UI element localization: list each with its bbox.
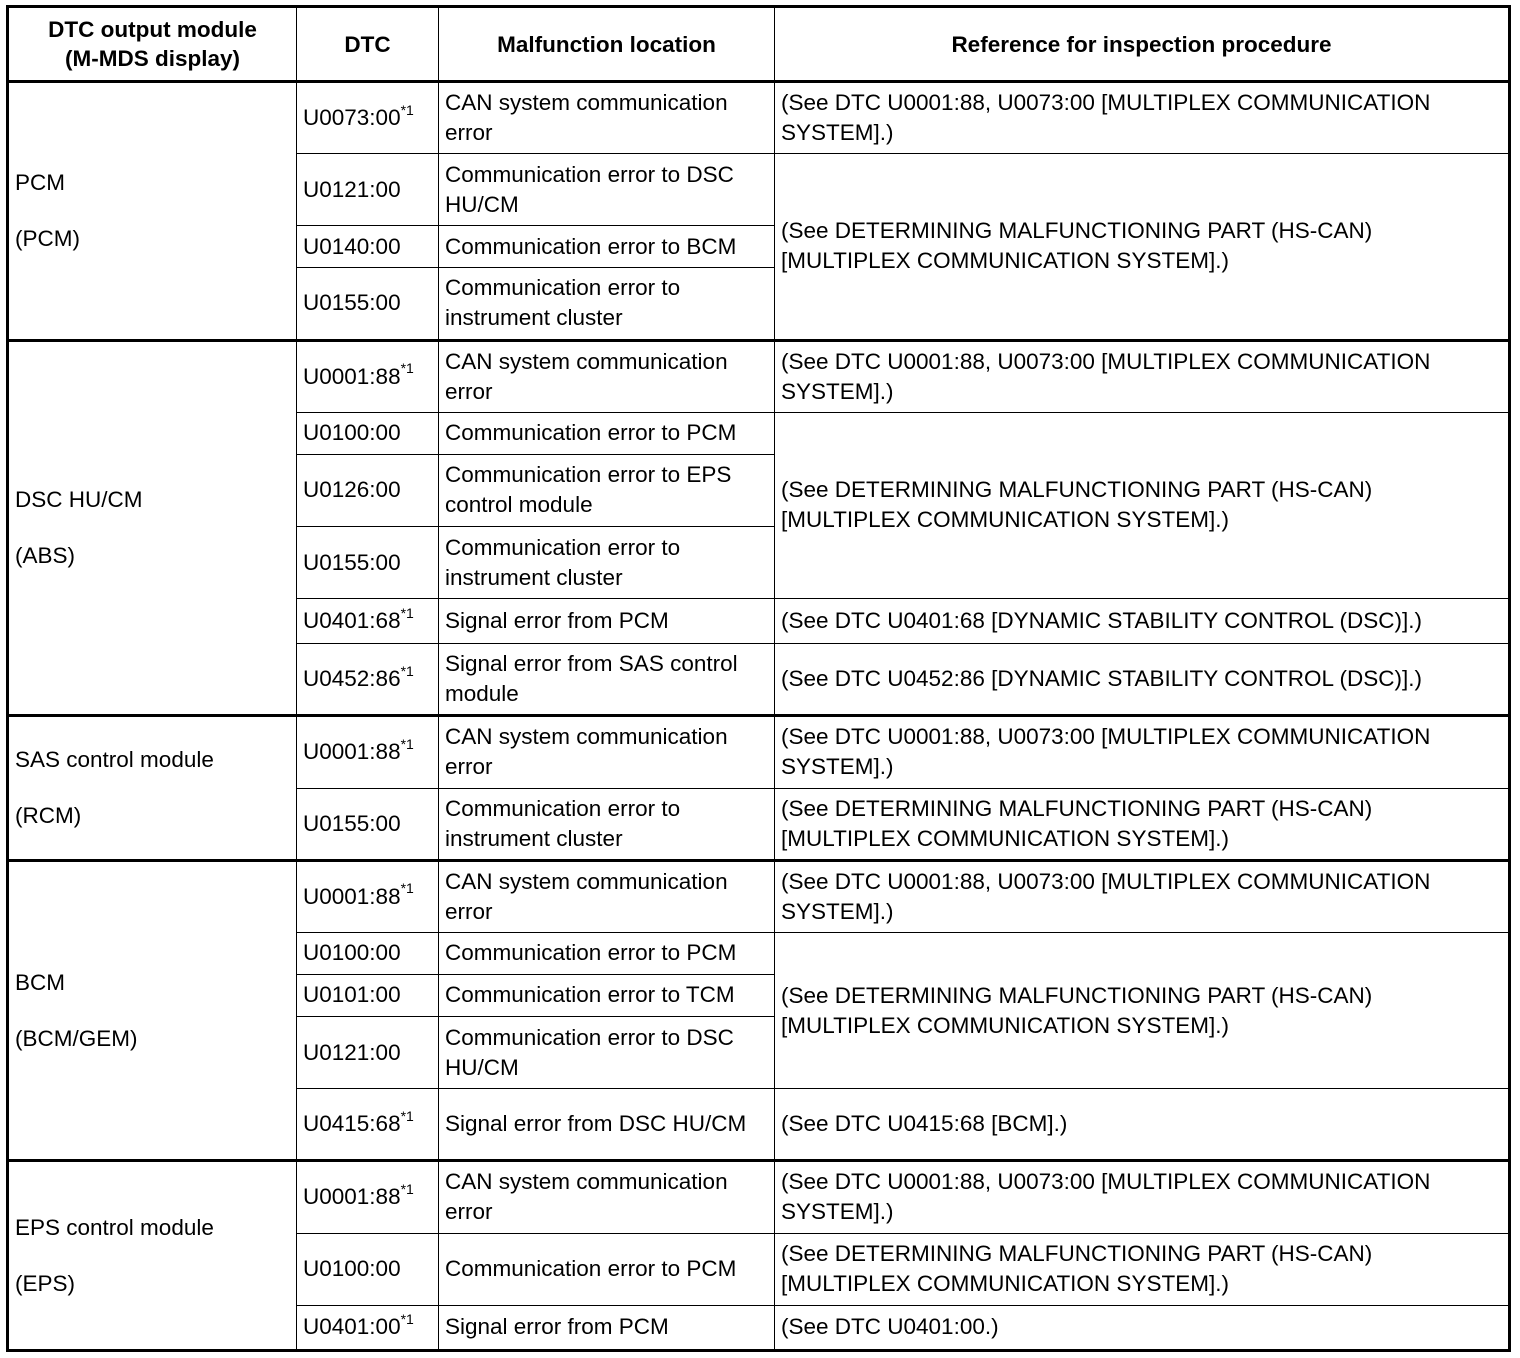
header-location: Malfunction location [439, 7, 775, 82]
malfunction-location: Communication error to instrument cluster [439, 788, 775, 860]
dtc-code: U0100:00 [303, 420, 401, 446]
malfunction-location: Communication error to BCM [439, 226, 775, 268]
module-name: PCM [15, 169, 65, 195]
reference-cell: (See DETERMINING MALFUNCTIONING PART (HS-CAN) [MULTIPLEX COMMUNICATION SYSTEM].) [775, 154, 1510, 340]
dtc-code: U0452:86 [303, 666, 401, 692]
module-cell [8, 1161, 297, 1351]
header-module: DTC output module (M-MDS display) [8, 7, 297, 82]
table-row [8, 340, 1510, 412]
module-cell [8, 860, 297, 1161]
reference-cell: (See DTC U0001:88, U0073:00 [MULTIPLEX COMMUNICATION SYSTEM].) [775, 82, 1510, 154]
malfunction-location: CAN system communication error [439, 82, 775, 154]
reference-cell: (See DTC U0401:68 [DYNAMIC STABILITY CONTROL (DSC)].) [775, 599, 1510, 644]
malfunction-location: Communication error to PCM [439, 932, 775, 974]
dtc-code: U0155:00 [303, 549, 401, 575]
malfunction-location: CAN system communication error [439, 1161, 775, 1233]
table-row [8, 860, 1510, 932]
module-cell [8, 716, 297, 860]
dtc-code-cell [297, 860, 439, 932]
dtc-code-cell [297, 412, 439, 454]
dtc-code: U0155:00 [303, 810, 401, 836]
dtc-code: U0121:00 [303, 176, 401, 202]
header-row [8, 7, 1510, 82]
dtc-code-cell [297, 454, 439, 526]
reference-cell: (See DETERMINING MALFUNCTIONING PART (HS-CAN) [MULTIPLEX COMMUNICATION SYSTEM].) [775, 932, 1510, 1088]
reference-cell: (See DTC U0001:88, U0073:00 [MULTIPLEX COMMUNICATION SYSTEM].) [775, 716, 1510, 788]
dtc-code-cell [297, 1305, 439, 1350]
dtc-code-cell [297, 932, 439, 974]
header-dtc: DTC [297, 7, 439, 82]
footnote-mark: *1 [400, 735, 414, 752]
malfunction-location: CAN system communication error [439, 340, 775, 412]
malfunction-location: Communication error to PCM [439, 412, 775, 454]
malfunction-location: CAN system communication error [439, 860, 775, 932]
reference-cell: (See DETERMINING MALFUNCTIONING PART (HS-CAN) [MULTIPLEX COMMUNICATION SYSTEM].) [775, 412, 1510, 598]
dtc-code: U0001:88 [303, 1184, 401, 1210]
module-display: (PCM) [15, 225, 80, 251]
malfunction-location: Signal error from SAS control module [439, 644, 775, 716]
reference-cell: (See DTC U0001:88, U0073:00 [MULTIPLEX COMMUNICATION SYSTEM].) [775, 340, 1510, 412]
dtc-code-cell [297, 268, 439, 340]
dtc-code-cell [297, 1233, 439, 1305]
malfunction-location: Communication error to DSC HU/CM [439, 1017, 775, 1089]
dtc-code-cell [297, 788, 439, 860]
dtc-code: U0001:88 [303, 363, 401, 389]
malfunction-location: Communication error to instrument cluster [439, 268, 775, 340]
dtc-code-cell [297, 82, 439, 154]
dtc-code: U0101:00 [303, 982, 401, 1008]
malfunction-location: CAN system communication error [439, 716, 775, 788]
footnote-mark: *1 [400, 1310, 414, 1327]
dtc-code: U0001:88 [303, 883, 401, 909]
dtc-code: U0121:00 [303, 1039, 401, 1065]
dtc-code: U0401:68 [303, 608, 401, 634]
dtc-code: U0140:00 [303, 233, 401, 259]
reference-cell: (See DTC U0001:88, U0073:00 [MULTIPLEX COMMUNICATION SYSTEM].) [775, 860, 1510, 932]
module-display: (ABS) [15, 542, 76, 568]
module-cell [8, 340, 297, 716]
module-name: EPS control module [15, 1214, 214, 1240]
footnote-mark: *1 [400, 1107, 414, 1124]
dtc-code-cell [297, 526, 439, 598]
dtc-code-cell [297, 226, 439, 268]
dtc-table [6, 5, 1511, 1352]
module-display: (EPS) [15, 1270, 76, 1296]
dtc-code: U0401:00 [303, 1314, 401, 1340]
footnote-mark: *1 [400, 360, 414, 377]
dtc-code: U0155:00 [303, 290, 401, 316]
reference-cell: (See DTC U0401:00.) [775, 1305, 1510, 1350]
module-name: DSC HU/CM [15, 486, 143, 512]
reference-cell: (See DTC U0452:86 [DYNAMIC STABILITY CONTROL (DSC)].) [775, 644, 1510, 716]
malfunction-location: Communication error to TCM [439, 974, 775, 1016]
reference-cell: (See DTC U0001:88, U0073:00 [MULTIPLEX COMMUNICATION SYSTEM].) [775, 1161, 1510, 1233]
footnote-mark: *1 [400, 604, 414, 621]
malfunction-location: Communication error to PCM [439, 1233, 775, 1305]
table-row [8, 716, 1510, 788]
dtc-code: U0126:00 [303, 477, 401, 503]
reference-cell: (See DETERMINING MALFUNCTIONING PART (HS-CAN) [MULTIPLEX COMMUNICATION SYSTEM].) [775, 788, 1510, 860]
malfunction-location: Signal error from DSC HU/CM [439, 1089, 775, 1161]
reference-cell: (See DETERMINING MALFUNCTIONING PART (HS-CAN) [MULTIPLEX COMMUNICATION SYSTEM].) [775, 1233, 1510, 1305]
dtc-code-cell [297, 644, 439, 716]
malfunction-location: Signal error from PCM [439, 599, 775, 644]
module-display: (BCM/GEM) [15, 1025, 138, 1051]
module-cell [8, 82, 297, 341]
footnote-mark: *1 [400, 880, 414, 897]
module-name: BCM [15, 969, 65, 995]
table-row [8, 1161, 1510, 1233]
dtc-code-cell [297, 599, 439, 644]
dtc-code-cell [297, 1161, 439, 1233]
dtc-code-cell [297, 340, 439, 412]
table-row [8, 82, 1510, 154]
footnote-mark: *1 [400, 1180, 414, 1197]
reference-cell: (See DTC U0415:68 [BCM].) [775, 1089, 1510, 1161]
dtc-code-cell [297, 716, 439, 788]
dtc-code-cell [297, 154, 439, 226]
malfunction-location: Communication error to DSC HU/CM [439, 154, 775, 226]
dtc-code: U0001:88 [303, 739, 401, 765]
malfunction-location: Signal error from PCM [439, 1305, 775, 1350]
malfunction-location: Communication error to EPS control module [439, 454, 775, 526]
module-display: (RCM) [15, 803, 82, 829]
module-name: SAS control module [15, 747, 214, 773]
table-body [8, 82, 1510, 1351]
footnote-mark: *1 [400, 662, 414, 679]
dtc-code: U0073:00 [303, 105, 401, 131]
dtc-code-cell [297, 1017, 439, 1089]
malfunction-location: Communication error to instrument cluster [439, 526, 775, 598]
dtc-code-cell [297, 974, 439, 1016]
dtc-code: U0100:00 [303, 940, 401, 966]
dtc-code-cell [297, 1089, 439, 1161]
dtc-code: U0415:68 [303, 1111, 401, 1137]
header-reference: Reference for inspection procedure [775, 7, 1510, 82]
footnote-mark: *1 [400, 101, 414, 118]
dtc-code: U0100:00 [303, 1256, 401, 1282]
